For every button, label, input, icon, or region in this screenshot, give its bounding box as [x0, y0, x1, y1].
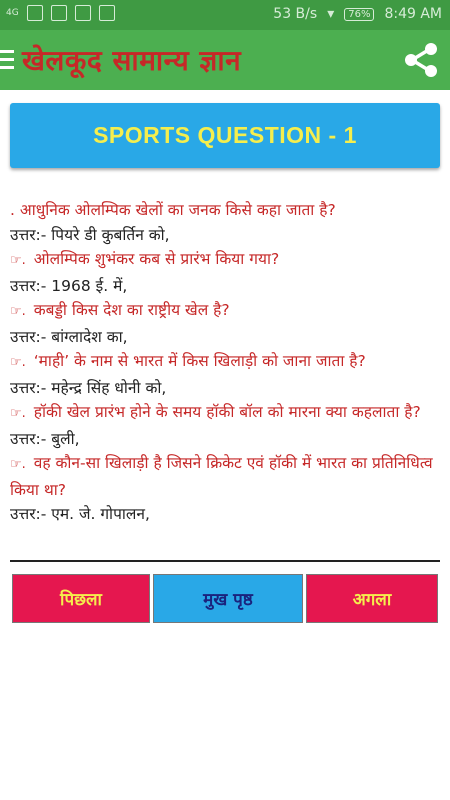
answer-6: उत्तर:- एम. जे. गोपालन,: [10, 505, 150, 523]
pointing-hand-icon: ☞.: [10, 355, 26, 370]
image-icon: [51, 5, 67, 21]
question-6: ☞. वह कौन-सा खिलाड़ी है जिसने क्रिकेट एवं हॉकी में भारत का प्रतिनिधित्व किया था?: [10, 454, 433, 499]
clock: 8:49 AM: [384, 6, 442, 22]
divider: [10, 560, 440, 562]
wifi-icon: ▾: [327, 6, 335, 22]
previous-button[interactable]: पिछला: [12, 574, 150, 623]
signal-indicator: 4G: [6, 8, 19, 18]
share-icon[interactable]: [402, 41, 440, 79]
question-5: ☞. हॉकी खेल प्रारंभ होने के समय हॉकी बॉल को मारना क्या कहलाता है?: [10, 403, 421, 421]
answer-3: उत्तर:- बांग्लादेश का,: [10, 327, 128, 346]
answer-4: उत्तर:- महेन्द्र सिंह धोनी को,: [10, 378, 167, 397]
app-notification-icon: [99, 5, 115, 21]
answer-1: उत्तर:- पियरे डी कुबर्तिन को,: [10, 225, 170, 244]
pointing-hand-icon: ☞.: [10, 253, 26, 268]
app-title: खेलकूद सामान्य ज्ञान: [22, 44, 242, 77]
question-4: ☞. ‘माही’ के नाम से भारत में किस खिलाड़ी को जाना जाता है?: [10, 352, 366, 370]
status-bar: [0, 0, 450, 30]
answer-5: उत्तर:- बुली,: [10, 429, 80, 448]
question-2: ☞. ओलम्पिक शुभंकर कब से प्रारंभ किया गया?: [10, 250, 280, 268]
pointing-hand-icon: ☞.: [10, 304, 26, 319]
question-banner: [10, 103, 440, 168]
question-3: ☞. कबड्डी किस देश का राष्ट्रीय खेल है?: [10, 301, 230, 319]
net-speed: 53 B/s: [273, 6, 318, 22]
warning-icon: [27, 5, 43, 21]
qa-list: [10, 198, 442, 527]
app-bar: [0, 30, 450, 90]
question-1: . आधुनिक ओलम्पिक खेलों का जनक किसे कहा जाता है?: [10, 201, 336, 219]
question-banner-title: SPORTS QUESTION - 1: [93, 122, 357, 148]
battery-indicator: 76%: [344, 8, 374, 21]
mail-icon: [75, 5, 91, 21]
answer-2: उत्तर:- 1968 ई. में,: [10, 276, 128, 295]
pointing-hand-icon: ☞.: [10, 406, 26, 421]
next-button[interactable]: अगला: [306, 574, 438, 623]
pointing-hand-icon: ☞.: [10, 457, 26, 472]
home-button[interactable]: मुख पृष्ठ: [153, 574, 303, 623]
menu-icon[interactable]: [0, 50, 14, 70]
